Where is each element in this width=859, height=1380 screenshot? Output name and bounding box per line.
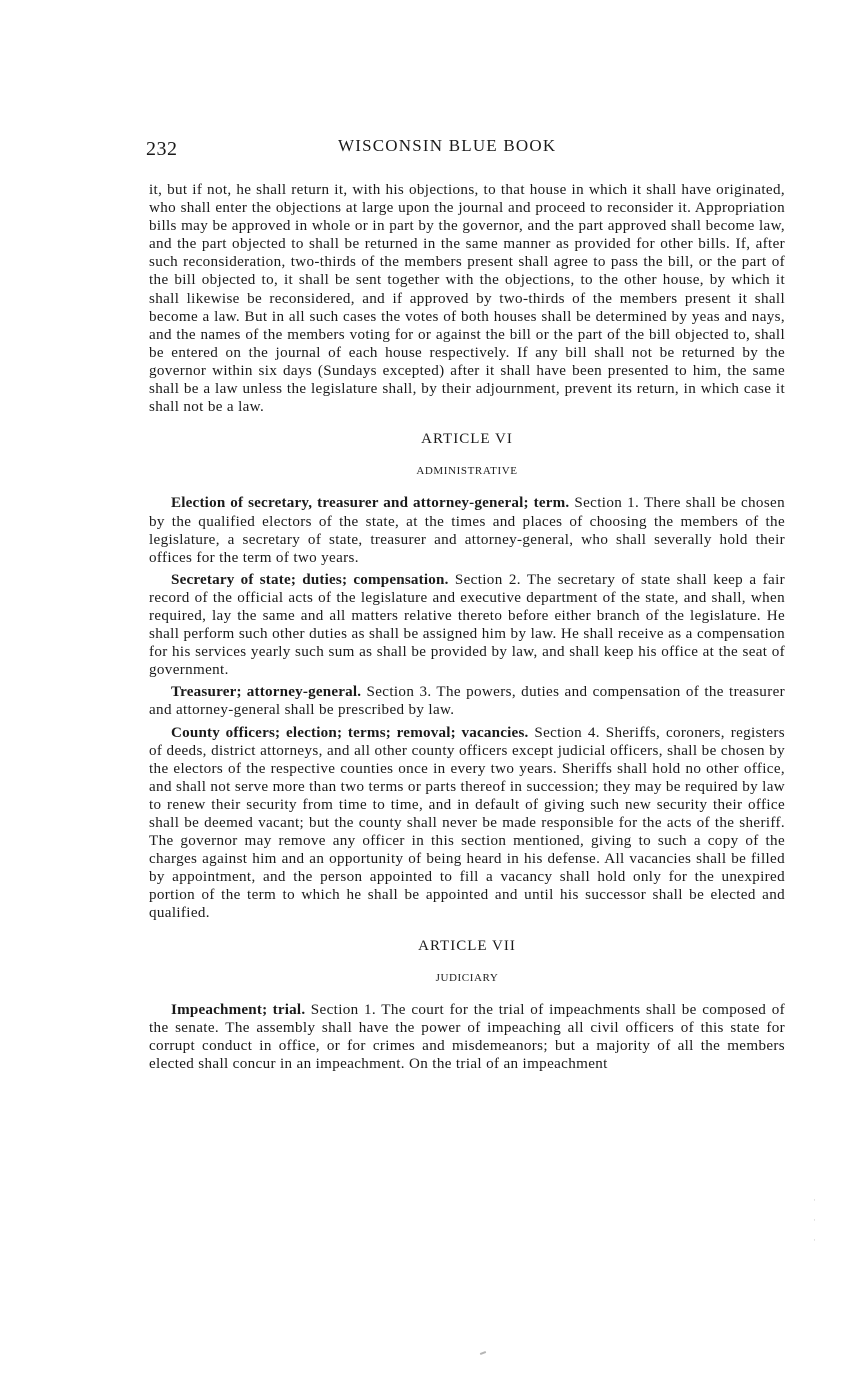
section-title: Election of secretary, treasurer and attorney-general; term. (171, 495, 570, 512)
article-vi-heading: ARTICLE VI (421, 431, 513, 448)
scan-margin-specks (813, 1190, 823, 1250)
section-text: Section 1. The court for the trial of impeachments shall be composed of the senate. The assembly shall have the power of impeaching all civil officers of this state for corrupt conduct in office, or for crimes and misdemeanors; but a majority of all the members elected shall concur in an impeachment. On the trial of an impeachment (149, 1001, 785, 1073)
section-title: County officers; election; terms; removal; vacancies. (171, 724, 529, 741)
speck-mark: · (813, 1195, 816, 1205)
article-vii-section-1 (149, 1001, 785, 1073)
speck-mark: · (813, 1235, 816, 1245)
scan-artifact-mark (480, 1351, 486, 1355)
article-vi-subheading: ADMINISTRATIVE (416, 465, 518, 478)
running-title: WISCONSIN BLUE BOOK (338, 136, 557, 155)
section-text: Section 1. There shall be chosen by the qualified electors of the state, at the times and places of choosing the members of the legislature, a secretary of state, treasurer and attorney-general, who shall severally hold their offices for the term of two years. (149, 495, 786, 566)
article-vi-section-1 (149, 494, 785, 566)
section-text: Section 3. The powers, duties and compensation of the treasurer and attorney-general shall be prescribed by law. (149, 684, 785, 719)
article-vi-section-2 (149, 571, 785, 680)
page-body (149, 181, 785, 1073)
section-text: Section 2. The secretary of state shall keep a fair record of the official acts of the legislature and executive department of the state, and shall, when required, lay the same and all matters relative thereto before either branch of the legislature. He shall perform such other duties as shall be assigned him by law. He shall receive as a compensation for his services yearly such sum as shall be provided by law, and shall keep his office at the seat of government. (149, 571, 785, 679)
article-vii-heading: ARTICLE VII (418, 937, 516, 954)
article-vi-section-3 (149, 683, 785, 719)
article-vii-subheading: JUDICIARY (435, 971, 499, 984)
page-header (146, 136, 786, 166)
page-number: 232 (146, 138, 178, 160)
section-text: Section 4. Sheriffs, coroners, registers of deeds, district attorneys, and all other county officers except judicial officers, shall be chosen by the electors of the respective counties once in every two years. Sheriffs shall hold no other office, and shall not serve more than two terms or parts thereof in succession; they may be required by law to renew their security from time to time, and in default of giving such new security their office shall be deemed vacant; but the county shall never be made responsible for the acts of the sheriff. The governor may remove any officer in this section mentioned, giving to such a copy of the charges against him and an opportunity of being heard in his defense. All vacancies shall be filled by appointment, and the person appointed to fill a vacancy shall hold only for the unexpired portion of the term to which he shall be appointed and until his successor shall be elected and qualified. (149, 724, 785, 922)
section-title: Secretary of state; duties; compensation. (171, 571, 449, 588)
section-title: Treasurer; attorney-general. (171, 684, 362, 701)
speck-mark: · (813, 1215, 816, 1225)
section-title: Impeachment; trial. (171, 1001, 306, 1018)
continuation-paragraph: it, but if not, he shall return it, with his objections, to that house in which it shall have originated, who shall enter the objections at large upon the journal and proceed to reconsider it. Appropriation bills may be approved in whole or in part by the governor, and the part approved shall become law, and the part objected to shall be returned in the same manner as provided for other bills. If, after such reconsideration, two-thirds of the members present shall agree to pass the bill, or the part of the bill objected to, it shall be sent together with the objections, to the other house, by which it shall likewise be reconsidered, and if approved by two-thirds of the members present it shall become a law. But in all such cases the votes of both houses shall be determined by yeas and nays, and the names of the members voting for or against the bill or the part of the bill objected to, shall be entered on the journal of each house respectively. If any bill shall not be returned by the governor within six days (Sundays excepted) after it shall have been presented to him, the same shall be a law unless the legislature shall, by their adjournment, prevent its return, in which case it shall not be a law. (149, 182, 785, 416)
article-vi-section-4 (149, 724, 785, 923)
